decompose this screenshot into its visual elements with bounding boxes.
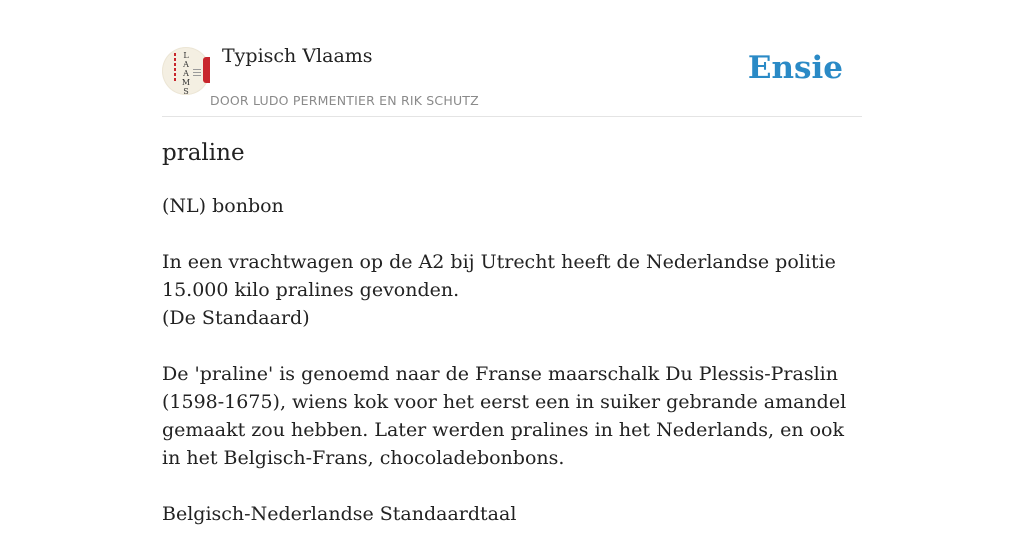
example-source: (De Standaard) (162, 307, 310, 329)
entry-definition: (NL) bonbon (162, 195, 284, 217)
avatar-letter: M (181, 78, 191, 87)
byline: DOOR LUDO PERMENTIER EN RIK SCHUTZ (210, 93, 479, 108)
entry-example (162, 248, 862, 332)
avatar-letter: A (183, 60, 189, 69)
avatar-letter: A (183, 69, 189, 78)
avatar-letters (180, 51, 192, 96)
avatar-letter: S (183, 87, 189, 96)
blog-avatar[interactable] (162, 47, 210, 95)
avatar-letter: L (183, 51, 189, 60)
avatar-red-band (203, 57, 210, 83)
page (162, 0, 862, 525)
blog-title-link[interactable]: Typisch Vlaams (222, 45, 373, 67)
example-quote: In een vrachtwagen op de A2 bij Utrecht heeft de Nederlandse politie 15.000 kilo pralines gevonden. (162, 251, 836, 301)
entry-title: praline (162, 140, 245, 166)
entry-note: De 'praline' is genoemd naar de Franse maarschalk Du Plessis-Praslin (1598-1675), wiens kok voor het eerst een in suiker gebrande amandel gemaakt zou hebben. Later werden pralines in het Nederlands, en ook in het Belgisch-Frans, chocoladebonbons. (162, 363, 847, 469)
avatar-lines (193, 69, 201, 77)
ensie-logo-link[interactable]: Ensie (747, 50, 843, 86)
entry-footer-label: Belgisch-Nederlandse Standaardtaal (162, 503, 517, 525)
entry-content (162, 192, 862, 556)
site-header (162, 0, 862, 117)
avatar-red-stripe (174, 53, 176, 81)
